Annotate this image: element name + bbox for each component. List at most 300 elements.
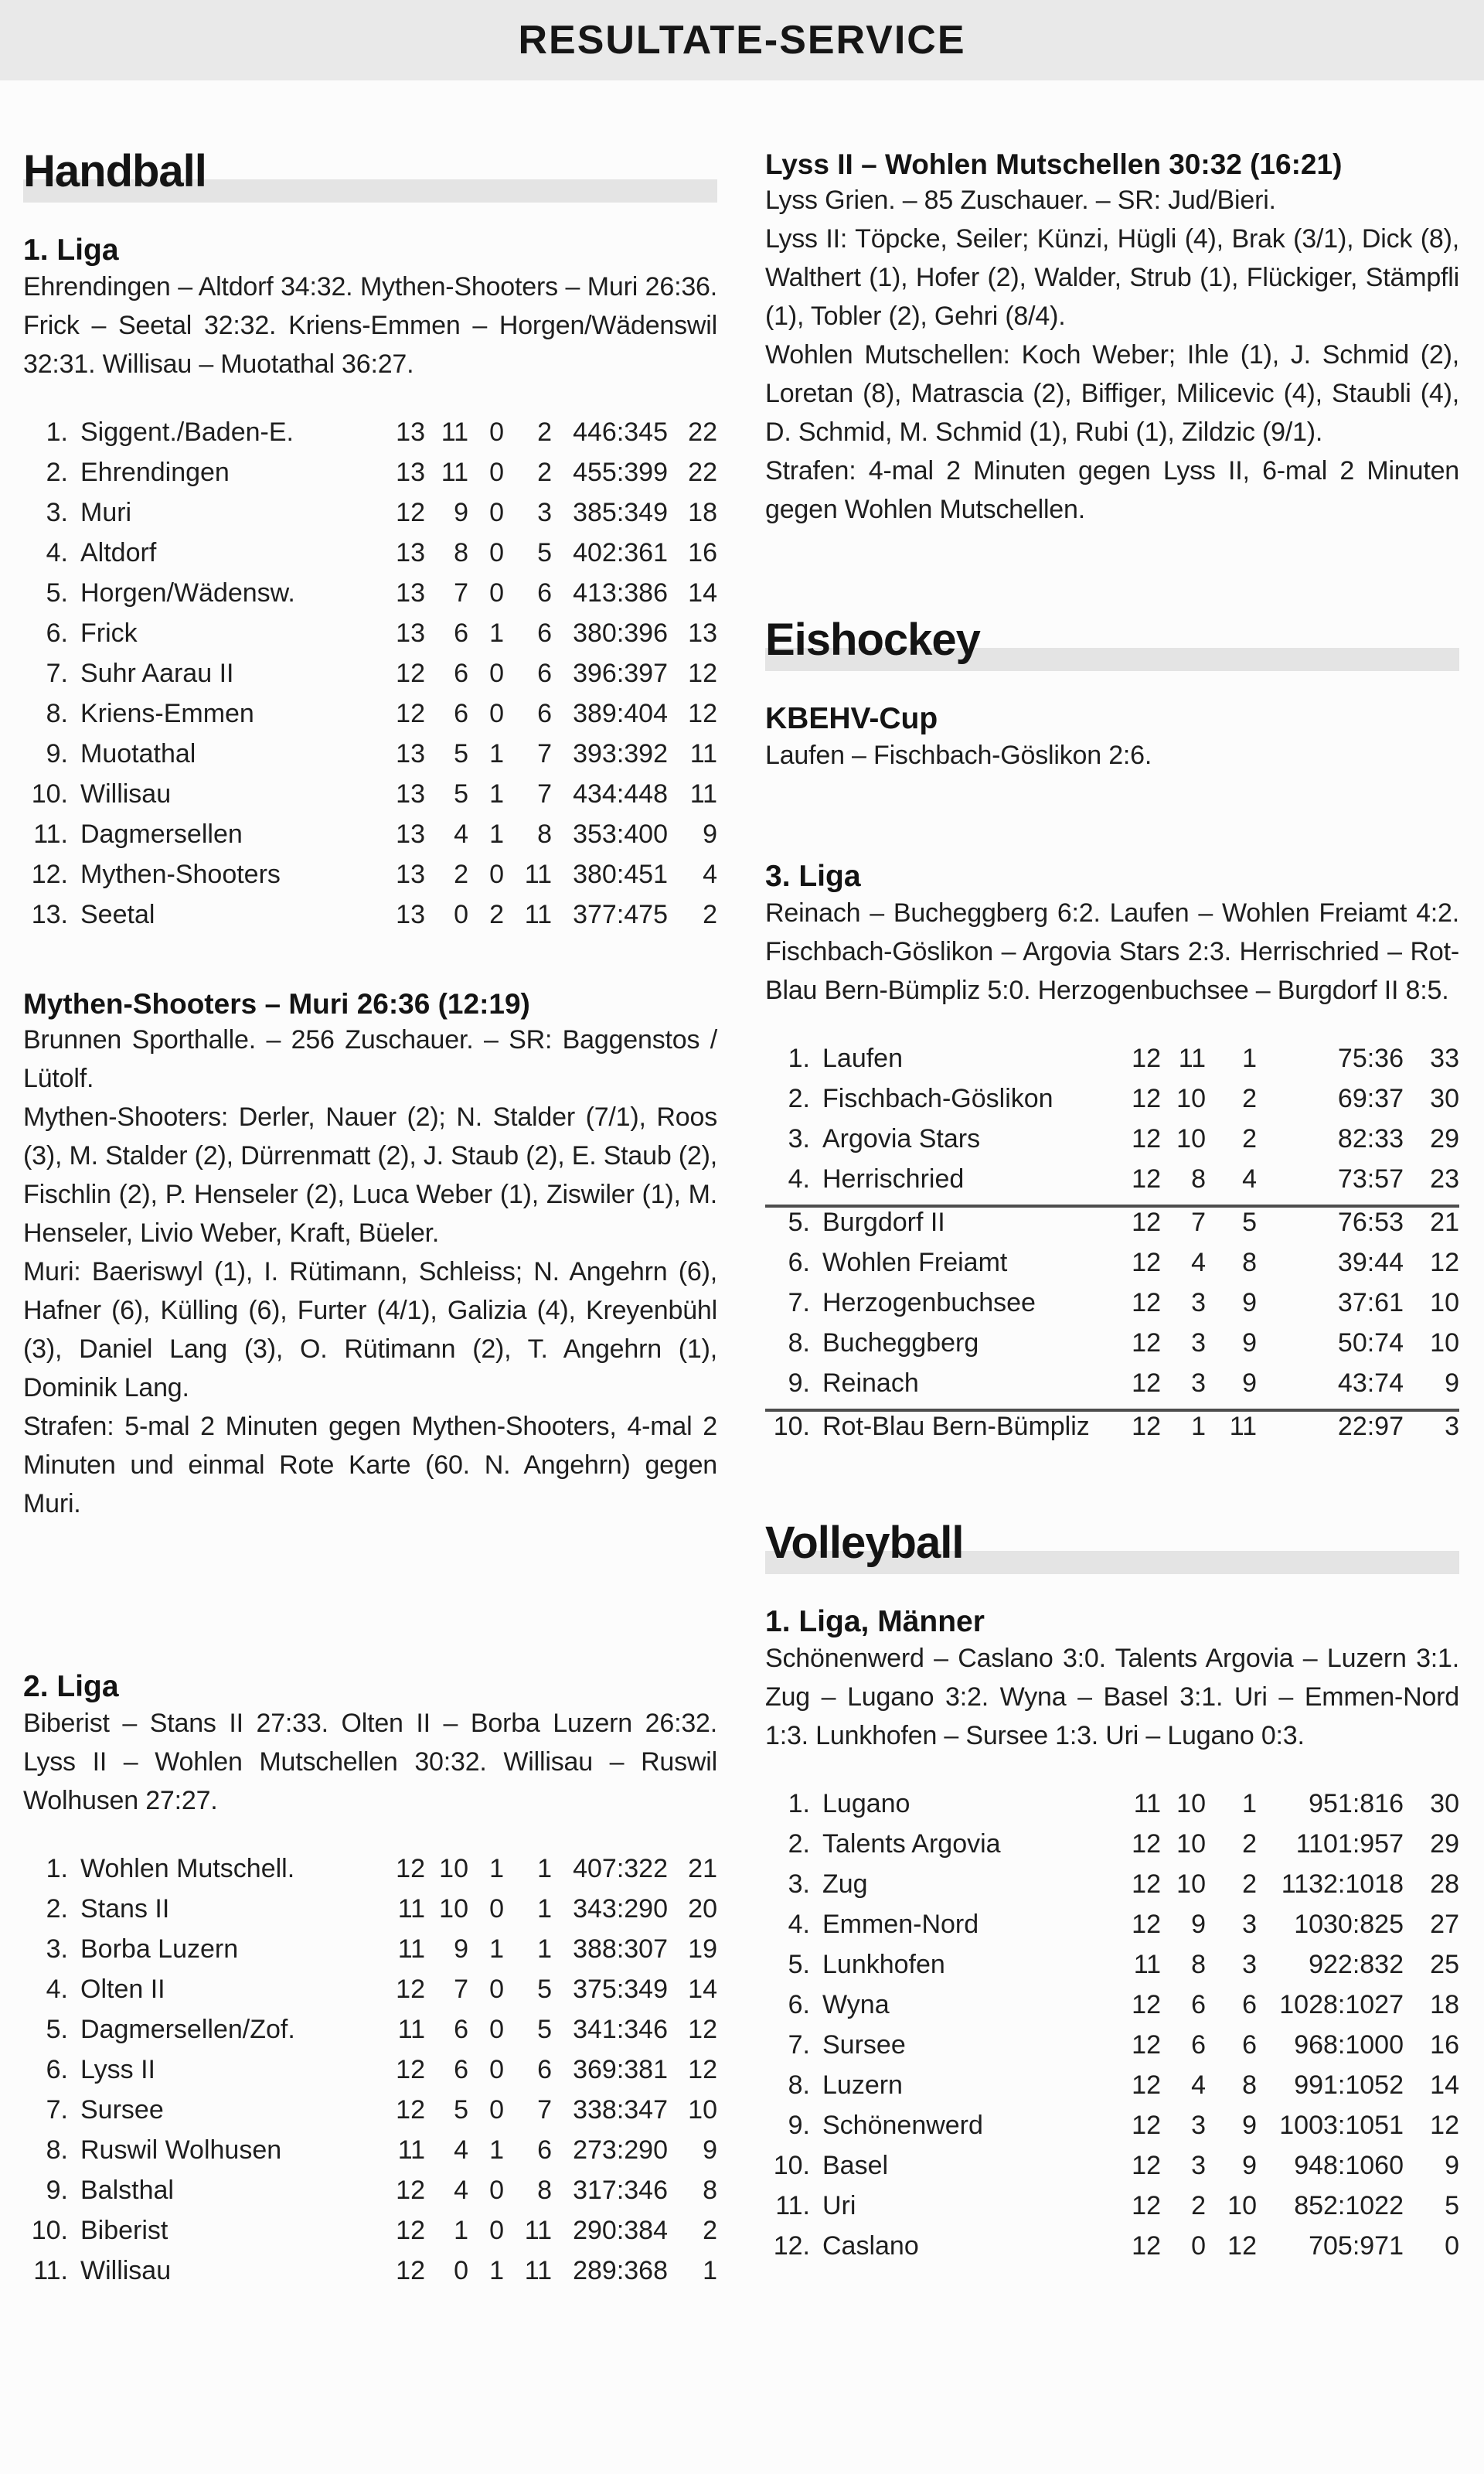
stat-cell: 1028:1027: [1279, 1990, 1404, 2019]
rank-cell: 3.: [788, 1124, 810, 1154]
stat-cell: 1: [489, 739, 504, 768]
rank-cell: 4.: [788, 1164, 810, 1194]
stat-cell: 7: [537, 779, 552, 809]
stat-cell: 6: [1242, 2030, 1257, 2060]
table-row: [23, 1854, 717, 1894]
stat-cell: 2: [537, 417, 552, 447]
rank-cell: 8.: [788, 2070, 810, 2100]
team-cell: Laufen: [822, 1044, 903, 1073]
stat-cell: 2: [703, 2216, 717, 2245]
team-cell: Emmen-Nord: [822, 1910, 979, 1939]
section-title-volleyball: Volleyball: [765, 1518, 964, 1568]
stat-cell: 922:832: [1309, 1950, 1404, 1979]
stat-cell: 3: [1191, 2151, 1206, 2180]
stat-cell: 13: [396, 417, 425, 447]
stat-cell: 9: [1242, 2151, 1257, 2180]
stat-cell: 8: [703, 2176, 717, 2205]
stat-cell: 3: [1445, 1412, 1459, 1441]
stat-cell: 12: [396, 659, 425, 688]
table-row: [765, 1248, 1459, 1288]
stat-cell: 12: [1132, 1328, 1161, 1358]
stat-cell: 1: [1242, 1044, 1257, 1073]
subhead-kbehv-cup: KBEHV-Cup: [765, 702, 938, 735]
stat-cell: 377:475: [573, 900, 668, 929]
stat-cell: 30: [1430, 1084, 1459, 1113]
stat-cell: 29: [1430, 1124, 1459, 1154]
stat-cell: 289:368: [573, 2256, 668, 2285]
section-title-handball: Handball: [23, 146, 206, 196]
team-cell: Willisau: [80, 2256, 172, 2285]
stat-cell: 2: [1242, 1124, 1257, 1154]
table-row: [765, 1124, 1459, 1164]
rank-cell: 1.: [788, 1044, 810, 1073]
stat-cell: 12: [1132, 1248, 1161, 1277]
stat-cell: 1101:957: [1295, 1829, 1404, 1859]
stat-cell: 11: [441, 458, 468, 487]
results-volleyball-1-liga-maenner: Schönenwerd – Caslano 3:0. Talents Argovia – Luzern 3:1. Zug – Lugano 3:2. Wyna – Basel 3:1. Uri – Emmen-Nord 1:3. Lunkhofen – Sursee 1:3. Uri – Lugano 0:3.: [765, 1644, 1459, 1750]
team-cell: Uri: [822, 2191, 856, 2220]
stat-cell: 9: [1242, 2111, 1257, 2140]
stat-cell: 0: [1445, 2231, 1459, 2261]
stat-cell: 30: [1430, 1789, 1459, 1818]
standings-eishockey-3-liga: [765, 1044, 1459, 1452]
stat-cell: 10: [1227, 2191, 1257, 2220]
stat-cell: 9: [703, 2135, 717, 2165]
stat-cell: 4: [703, 860, 717, 889]
rank-cell: 9.: [788, 2111, 810, 2140]
stat-cell: 9: [1242, 1288, 1257, 1317]
stat-cell: 385:349: [573, 498, 668, 527]
rank-cell: 9.: [46, 2176, 68, 2205]
stat-cell: 446:345: [573, 417, 668, 447]
stat-cell: 12: [396, 2176, 425, 2205]
stat-cell: 273:290: [573, 2135, 668, 2165]
rank-cell: 5.: [788, 1208, 810, 1237]
team-cell: Wohlen Mutschell.: [80, 1854, 295, 1883]
rank-cell: 5.: [788, 1950, 810, 1979]
stat-cell: 9: [1445, 1368, 1459, 1398]
table-row: [765, 1368, 1459, 1412]
team-cell: Frick: [80, 618, 138, 648]
table-row: [23, 1975, 717, 2015]
rank-cell: 3.: [46, 498, 68, 527]
stat-cell: 1: [1242, 1789, 1257, 1818]
stat-cell: 369:381: [573, 2055, 668, 2084]
stat-cell: 6: [454, 618, 468, 648]
standings-volleyball-1-liga-maenner: [765, 1789, 1459, 2271]
rank-cell: 11.: [33, 2256, 68, 2285]
table-row: [23, 820, 717, 860]
stat-cell: 14: [688, 578, 717, 608]
rank-cell: 12.: [31, 860, 68, 889]
stat-cell: 948:1060: [1294, 2151, 1404, 2180]
table-row: [23, 618, 717, 659]
team-cell: Olten II: [80, 1975, 165, 2004]
team-cell: Talents Argovia: [822, 1829, 1001, 1859]
rank-cell: 12.: [773, 2231, 810, 2261]
stat-cell: 1: [537, 1894, 552, 1924]
table-row: [765, 1084, 1459, 1124]
stat-cell: 413:386: [573, 578, 668, 608]
stat-cell: 375:349: [573, 1975, 668, 2004]
rank-cell: 10.: [31, 779, 68, 809]
rank-cell: 2.: [46, 458, 68, 487]
stat-cell: 69:37: [1337, 1084, 1404, 1113]
team-cell: Wohlen Freiamt: [822, 1248, 1008, 1277]
rank-cell: 6.: [788, 1248, 810, 1277]
team-cell: Suhr Aarau II: [80, 659, 234, 688]
stat-cell: 1: [489, 2135, 504, 2165]
team-cell: Lyss II: [80, 2055, 155, 2084]
stat-cell: 4: [1191, 1248, 1206, 1277]
stat-cell: 5: [1445, 2191, 1459, 2220]
table-row: [765, 1288, 1459, 1328]
stat-cell: 11: [1178, 1044, 1206, 1073]
stat-cell: 1: [489, 618, 504, 648]
stat-cell: 388:307: [573, 1934, 668, 1964]
section-volleyball: [765, 1517, 1459, 1579]
team-cell: Borba Luzern: [80, 1934, 239, 1964]
report-lineup-home: Lyss II: Töpcke, Seiler; Künzi, Hügli (4), Brak (3/1), Dick (8), Walthert (1), Hofer (2), Walder, Strub (1), Flückiger, Stämpfli (1), Tobler (2), Gehri (8/4).: [765, 224, 1459, 331]
table-row: [23, 2015, 717, 2055]
team-cell: Herrischried: [822, 1164, 965, 1194]
stat-cell: 12: [1132, 2151, 1161, 2180]
team-cell: Siggent./Baden-E.: [80, 417, 294, 447]
stat-cell: 341:346: [573, 2015, 668, 2044]
stat-cell: 705:971: [1309, 2231, 1404, 2261]
team-cell: Ruswil Wolhusen: [80, 2135, 282, 2165]
stat-cell: 11: [689, 779, 717, 809]
stat-cell: 6: [537, 618, 552, 648]
stat-cell: 9: [454, 498, 468, 527]
stat-cell: 2: [1242, 1084, 1257, 1113]
stat-cell: 3: [1191, 1328, 1206, 1358]
stat-cell: 22:97: [1337, 1412, 1404, 1441]
stat-cell: 4: [454, 2176, 468, 2205]
stat-cell: 0: [489, 417, 504, 447]
stat-cell: 6: [454, 699, 468, 728]
stat-cell: 11: [689, 739, 717, 768]
report-penalties: Strafen: 5-mal 2 Minuten gegen Mythen-Shooters, 4-mal 2 Minuten und einmal Rote Karte (60. N. Angehrn) gegen Muri.: [23, 1412, 717, 1518]
stat-cell: 2: [1191, 2191, 1206, 2220]
report-title-lyss-wohlen: Lyss II – Wohlen Mutschellen 30:32 (16:21): [765, 148, 1343, 180]
stat-cell: 2: [1242, 1869, 1257, 1899]
stat-cell: 6: [537, 659, 552, 688]
stat-cell: 5: [1242, 1208, 1257, 1237]
stat-cell: 12: [1132, 1910, 1161, 1939]
stat-cell: 9: [1242, 1368, 1257, 1398]
rank-cell: 10.: [773, 2151, 810, 2180]
table-row: [23, 2256, 717, 2296]
subhead-volleyball-1-liga-maenner: 1. Liga, Männer: [765, 1605, 985, 1638]
stat-cell: 82:33: [1337, 1124, 1404, 1154]
table-row: [765, 2191, 1459, 2231]
stat-cell: 12: [1132, 1412, 1161, 1441]
team-cell: Mythen-Shooters: [80, 860, 281, 889]
stat-cell: 73:57: [1337, 1164, 1404, 1194]
rank-cell: 2.: [788, 1084, 810, 1113]
stat-cell: 1030:825: [1294, 1910, 1404, 1939]
stat-cell: 16: [1430, 2030, 1459, 2060]
rank-cell: 3.: [788, 1869, 810, 1899]
table-row: [765, 2070, 1459, 2111]
stat-cell: 7: [1191, 1208, 1206, 1237]
stat-cell: 37:61: [1337, 1288, 1404, 1317]
subhead-handball-2-liga: 2. Liga: [23, 1670, 119, 1703]
rank-cell: 2.: [46, 1894, 68, 1924]
stat-cell: 455:399: [573, 458, 668, 487]
rank-cell: 1.: [46, 417, 68, 447]
stat-cell: 12: [1132, 2231, 1161, 2261]
results-handball-1-liga: Ehrendingen – Altdorf 34:32. Mythen-Shooters – Muri 26:36. Frick – Seetal 32:32. Kriens-Emmen – Horgen/Wädenswil 32:31. Willisau – Muotathal 36:27.: [23, 272, 717, 379]
stat-cell: 380:451: [573, 860, 668, 889]
stat-cell: 12: [396, 2216, 425, 2245]
stat-cell: 5: [537, 538, 552, 567]
stat-cell: 393:392: [573, 739, 668, 768]
team-cell: Caslano: [822, 2231, 919, 2261]
table-row: [765, 1829, 1459, 1869]
stat-cell: 12: [396, 2055, 425, 2084]
stat-cell: 6: [537, 2135, 552, 2165]
stat-cell: 389:404: [573, 699, 668, 728]
stat-cell: 968:1000: [1294, 2030, 1404, 2060]
team-cell: Horgen/Wädensw.: [80, 578, 295, 608]
stat-cell: 396:397: [573, 659, 668, 688]
stat-cell: 33: [1430, 1044, 1459, 1073]
stat-cell: 7: [537, 739, 552, 768]
stat-cell: 0: [454, 900, 468, 929]
stat-cell: 13: [688, 618, 717, 648]
stat-cell: 25: [1430, 1950, 1459, 1979]
team-cell: Muotathal: [80, 739, 196, 768]
stat-cell: 7: [454, 1975, 468, 2004]
stat-cell: 10: [439, 1894, 468, 1924]
standings-handball-1-liga: [23, 417, 717, 940]
stat-cell: 1: [537, 1934, 552, 1964]
team-cell: Fischbach-Göslikon: [822, 1084, 1053, 1113]
stat-cell: 11: [397, 1934, 425, 1964]
team-cell: Basel: [822, 2151, 889, 2180]
stat-cell: 12: [688, 2055, 717, 2084]
rank-cell: 6.: [788, 1990, 810, 2019]
stat-cell: 6: [454, 2015, 468, 2044]
stat-cell: 12: [688, 2015, 717, 2044]
stat-cell: 2: [703, 900, 717, 929]
table-row: [765, 1164, 1459, 1208]
stat-cell: 1: [703, 2256, 717, 2285]
rank-cell: 3.: [46, 1934, 68, 1964]
stat-cell: 353:400: [573, 820, 668, 849]
stat-cell: 1: [489, 820, 504, 849]
stat-cell: 13: [396, 900, 425, 929]
stat-cell: 11: [1133, 1950, 1161, 1979]
rank-cell: 7.: [788, 2030, 810, 2060]
stat-cell: 14: [688, 1975, 717, 2004]
stat-cell: 39:44: [1337, 1248, 1404, 1277]
stat-cell: 13: [396, 820, 425, 849]
stat-cell: 13: [396, 538, 425, 567]
table-row: [23, 417, 717, 458]
stat-cell: 21: [688, 1854, 717, 1883]
stat-cell: 11: [524, 2256, 552, 2285]
stat-cell: 0: [489, 2176, 504, 2205]
right-column: [765, 80, 1459, 2296]
rank-cell: 5.: [46, 2015, 68, 2044]
report-venue: Lyss Grien. – 85 Zuschauer. – SR: Jud/Bieri.: [765, 186, 1276, 215]
stat-cell: 12: [1430, 2111, 1459, 2140]
rank-cell: 6.: [46, 2055, 68, 2084]
stat-cell: 12: [1132, 1124, 1161, 1154]
stat-cell: 12: [1132, 2070, 1161, 2100]
stat-cell: 12: [1132, 1869, 1161, 1899]
table-row: [23, 2055, 717, 2095]
stat-cell: 0: [489, 860, 504, 889]
stat-cell: 11: [1229, 1412, 1257, 1441]
masthead: [0, 0, 1484, 80]
rank-cell: 4.: [788, 1910, 810, 1939]
stat-cell: 6: [454, 2055, 468, 2084]
stat-cell: 317:346: [573, 2176, 668, 2205]
stat-cell: 11: [524, 2216, 552, 2245]
stat-cell: 8: [537, 2176, 552, 2205]
stat-cell: 1: [454, 2216, 468, 2245]
stat-cell: 12: [1132, 1164, 1161, 1194]
stat-cell: 10: [688, 2095, 717, 2125]
stat-cell: 6: [1242, 1990, 1257, 2019]
stat-cell: 9: [1242, 1328, 1257, 1358]
report-title-mythen-muri: Mythen-Shooters – Muri 26:36 (12:19): [23, 988, 530, 1020]
stat-cell: 14: [1430, 2070, 1459, 2100]
stat-cell: 6: [537, 578, 552, 608]
stat-cell: 76:53: [1337, 1208, 1404, 1237]
section-eishockey: [765, 614, 1459, 676]
stat-cell: 5: [537, 1975, 552, 2004]
stat-cell: 10: [1176, 1789, 1206, 1818]
stat-cell: 12: [1132, 1990, 1161, 2019]
rank-cell: 5.: [46, 578, 68, 608]
results-handball-2-liga: Biberist – Stans II 27:33. Olten II – Borba Luzern 26:32. Lyss II – Wohlen Mutschellen 30:32. Willisau – Ruswil Wolhusen 27:27.: [23, 1709, 717, 1815]
team-cell: Lugano: [822, 1789, 910, 1818]
team-cell: Willisau: [80, 779, 172, 809]
stat-cell: 7: [537, 2095, 552, 2125]
rank-cell: 4.: [46, 1975, 68, 2004]
stat-cell: 4: [1191, 2070, 1206, 2100]
table-row: [23, 1934, 717, 1975]
stat-cell: 8: [1242, 1248, 1257, 1277]
team-cell: Seetal: [80, 900, 155, 929]
stat-cell: 28: [1430, 1869, 1459, 1899]
stat-cell: 10: [1176, 1124, 1206, 1154]
rank-cell: 8.: [46, 2135, 68, 2165]
stat-cell: 10: [1176, 1869, 1206, 1899]
stat-cell: 7: [454, 578, 468, 608]
stat-cell: 10: [1430, 1328, 1459, 1358]
stat-cell: 434:448: [573, 779, 668, 809]
team-cell: Muri: [80, 498, 132, 527]
stat-cell: 8: [1242, 2070, 1257, 2100]
stat-cell: 75:36: [1337, 1044, 1404, 1073]
stat-cell: 4: [454, 2135, 468, 2165]
team-cell: Herzogenbuchsee: [822, 1288, 1036, 1317]
report-lineup-away: Muri: Baeriswyl (1), I. Rütimann, Schleiss; N. Angehrn (6), Hafner (6), Külling (6), Furter (4/1), Galizia (4), Kreyenbühl (3), Daniel Lang (3), O. Rütimann (2), T. Angehrn (1), Dominik Lang.: [23, 1257, 717, 1402]
stat-cell: 9: [1191, 1910, 1206, 1939]
table-row: [23, 578, 717, 618]
stat-cell: 22: [688, 458, 717, 487]
stat-cell: 0: [489, 578, 504, 608]
table-row: [765, 1869, 1459, 1910]
team-cell: Reinach: [822, 1368, 919, 1398]
stat-cell: 0: [489, 2216, 504, 2245]
stat-cell: 0: [489, 498, 504, 527]
team-cell: Biberist: [80, 2216, 168, 2245]
page-title: RESULTATE-SERVICE: [518, 18, 966, 63]
report-lineup-home: Mythen-Shooters: Derler, Nauer (2); N. Stalder (7/1), Roos (3), M. Stalder (2), Dürrenmatt (2), J. Staub (2), E. Staub (2), Fischlin (2), P. Henseler (2), Luca Weber (1), Ziswiler (1), M. Henseler, Livio Weber, Kraft, Büeler.: [23, 1102, 717, 1248]
table-row: [765, 1208, 1459, 1248]
team-cell: Lunkhofen: [822, 1950, 945, 1979]
table-row: [23, 860, 717, 900]
table-row: [23, 699, 717, 739]
stat-cell: 12: [1132, 1044, 1161, 1073]
table-row: [23, 659, 717, 699]
stat-cell: 29: [1430, 1829, 1459, 1859]
rank-cell: 8.: [788, 1328, 810, 1358]
stat-cell: 12: [396, 1854, 425, 1883]
stat-cell: 11: [397, 2135, 425, 2165]
table-row: [765, 2111, 1459, 2151]
stat-cell: 12: [396, 498, 425, 527]
results-kbehv-cup: Laufen – Fischbach-Göslikon 2:6.: [765, 741, 1152, 770]
table-row: [765, 1328, 1459, 1368]
stat-cell: 6: [537, 699, 552, 728]
stat-cell: 13: [396, 860, 425, 889]
stat-cell: 10: [1430, 1288, 1459, 1317]
stat-cell: 27: [1430, 1910, 1459, 1939]
stat-cell: 402:361: [573, 538, 668, 567]
stat-cell: 1: [489, 779, 504, 809]
rank-cell: 7.: [46, 659, 68, 688]
table-row: [765, 2030, 1459, 2070]
table-row: [23, 900, 717, 940]
rank-cell: 13.: [31, 900, 68, 929]
table-row: [23, 498, 717, 538]
stat-cell: 20: [688, 1894, 717, 1924]
stat-cell: 13: [396, 458, 425, 487]
stat-cell: 50:74: [1337, 1328, 1404, 1358]
stat-cell: 0: [489, 458, 504, 487]
stat-cell: 11: [524, 860, 552, 889]
rank-cell: 4.: [46, 538, 68, 567]
team-cell: Zug: [822, 1869, 868, 1899]
stat-cell: 1: [489, 2256, 504, 2285]
stat-cell: 852:1022: [1294, 2191, 1404, 2220]
stat-cell: 0: [454, 2256, 468, 2285]
stat-cell: 991:1052: [1294, 2070, 1404, 2100]
stat-cell: 9: [454, 1934, 468, 1964]
stat-cell: 13: [396, 578, 425, 608]
table-row: [765, 1044, 1459, 1084]
stat-cell: 0: [489, 1894, 504, 1924]
stat-cell: 2: [489, 900, 504, 929]
stat-cell: 6: [537, 2055, 552, 2084]
stat-cell: 3: [1242, 1950, 1257, 1979]
stat-cell: 1: [489, 1934, 504, 1964]
table-row: [765, 1950, 1459, 1990]
subhead-handball-1-liga: 1. Liga: [23, 233, 119, 267]
left-column: [23, 80, 717, 2296]
team-cell: Altdorf: [80, 538, 157, 567]
stat-cell: 43:74: [1337, 1368, 1404, 1398]
stat-cell: 2: [537, 458, 552, 487]
